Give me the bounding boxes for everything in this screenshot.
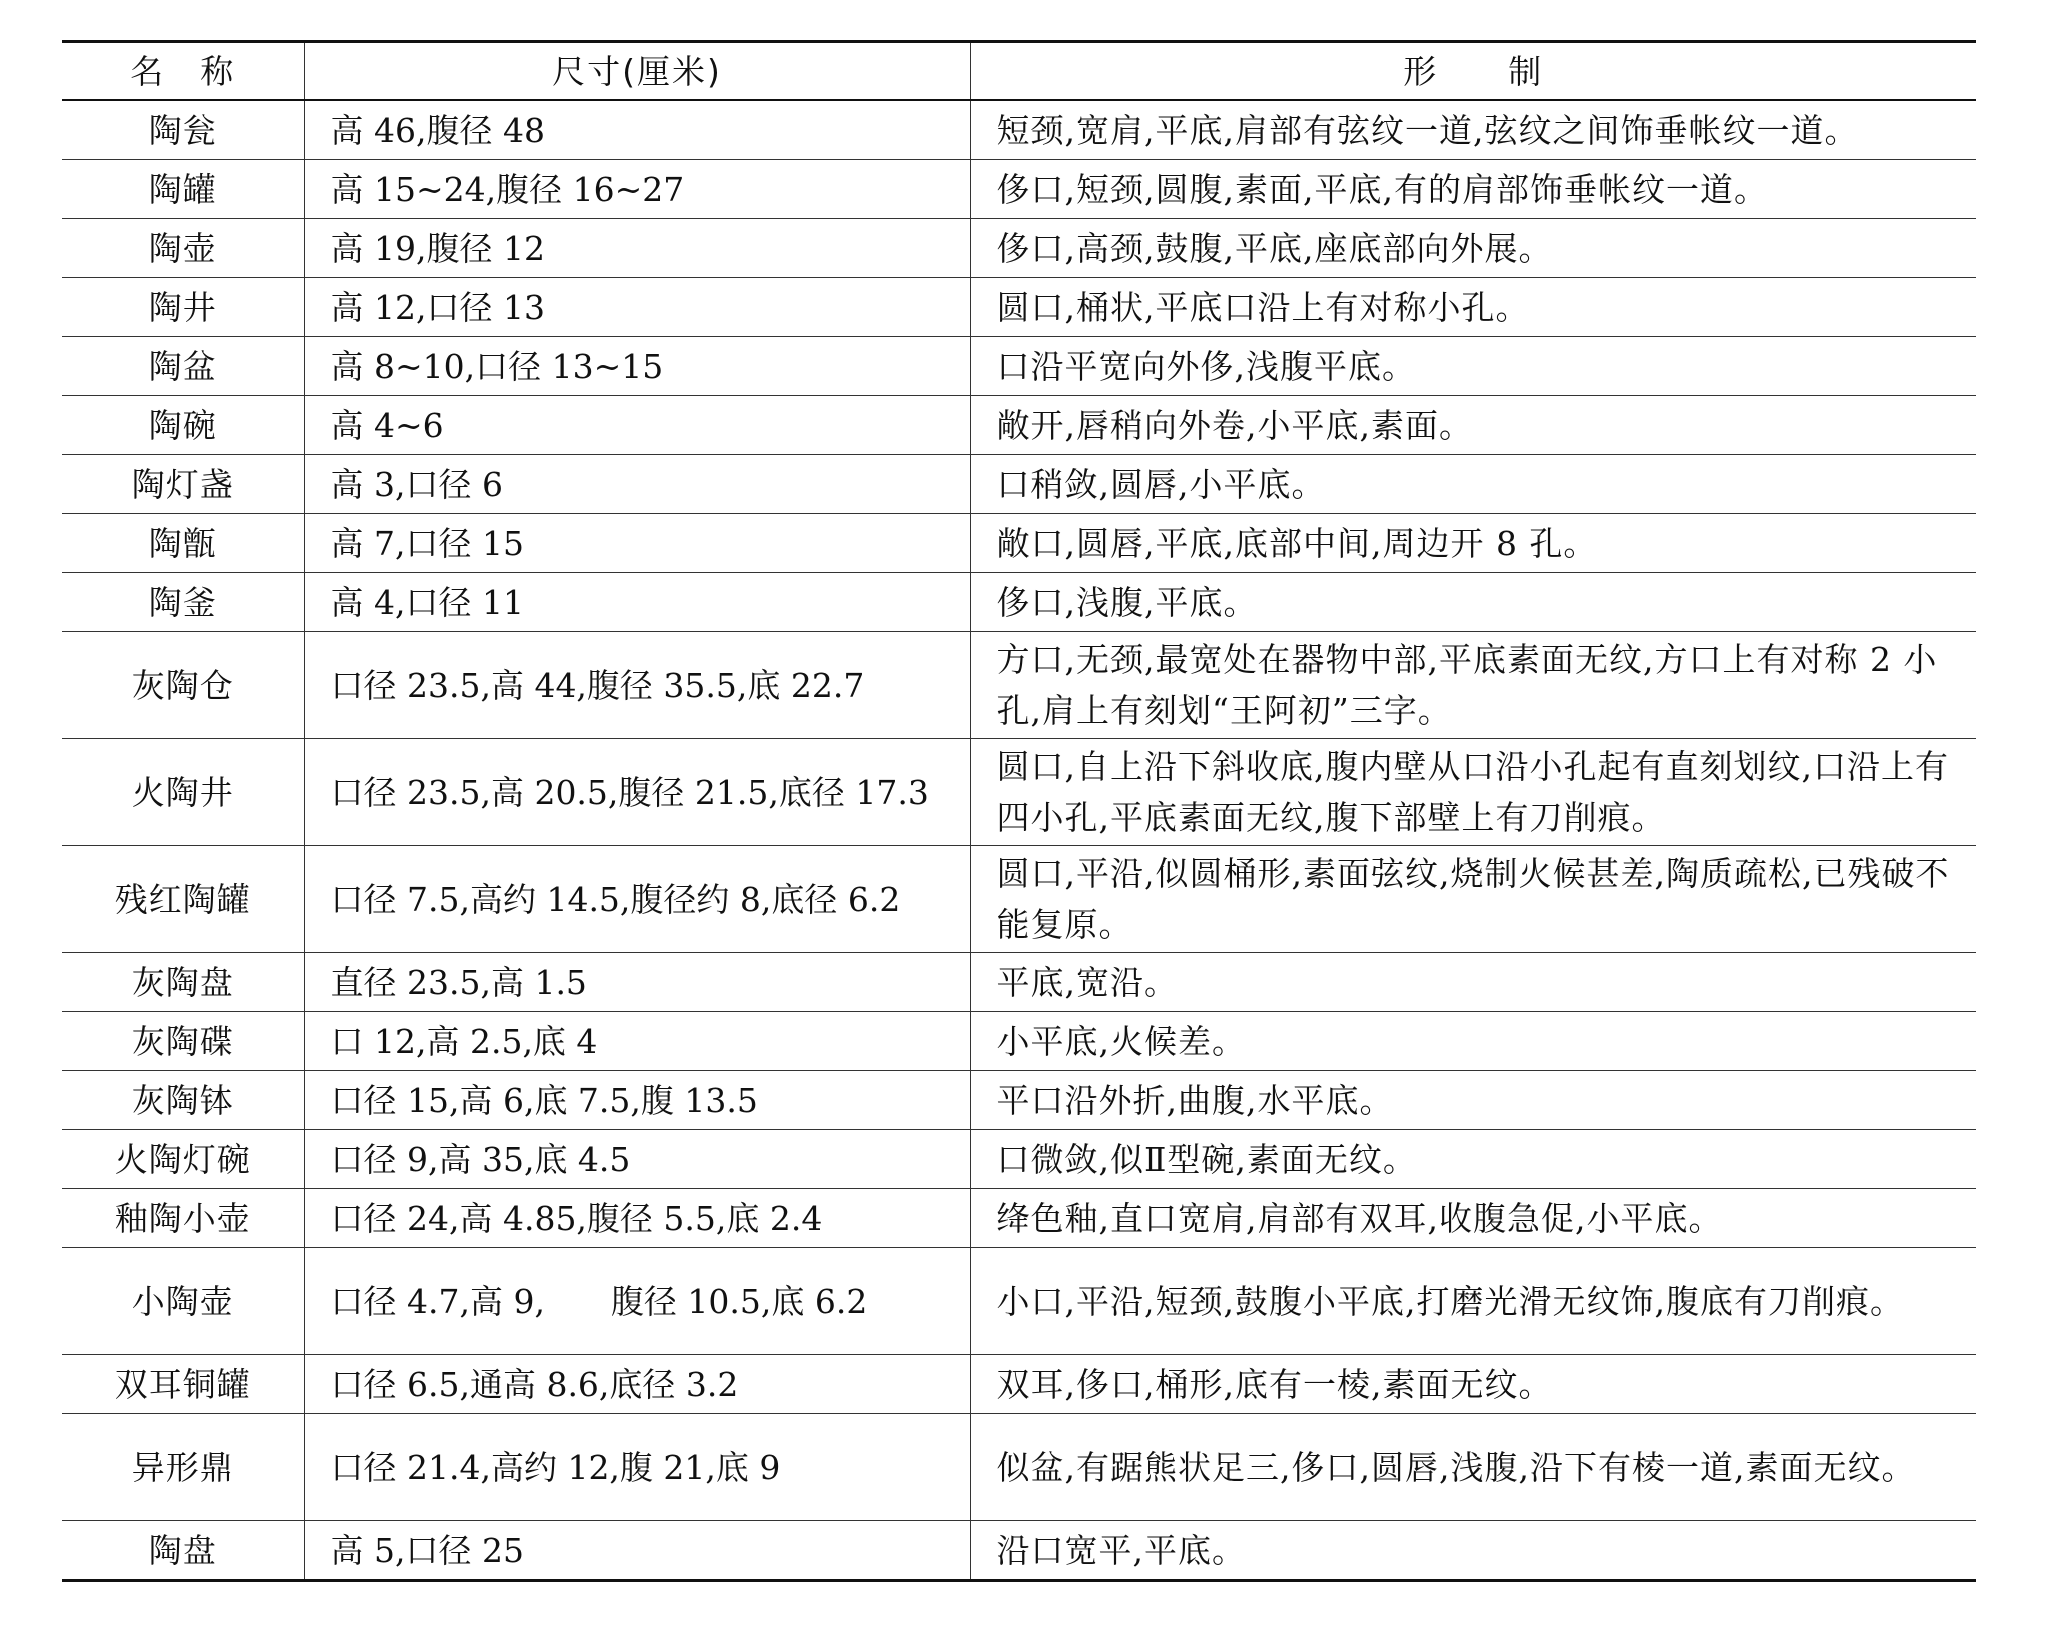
table-row (62, 573, 1976, 632)
cell-size: 高 7,口径 15 (304, 514, 970, 573)
cell-name: 陶盆 (148, 346, 217, 386)
table-row (62, 739, 1976, 846)
cell-size: 口径 23.5,高 20.5,腹径 21.5,底径 17.3 (304, 739, 970, 846)
cell-name: 陶罐 (148, 169, 217, 209)
cell-size: 高 8~10,口径 13~15 (304, 337, 970, 396)
table-row (62, 278, 1976, 337)
artifact-table-container (62, 40, 1976, 1582)
cell-size: 口径 4.7,高 9, 腹径 10.5,底 6.2 (304, 1248, 970, 1355)
artifact-table (62, 40, 1976, 1582)
cell-form: 方口,无颈,最宽处在器物中部,平底素面无纹,方口上有对称 2 小孔,肩上有刻划“王阿初”三字。 (970, 632, 1976, 739)
cell-name: 灰陶钵 (131, 1080, 234, 1120)
table-row (62, 514, 1976, 573)
table-row (62, 632, 1976, 739)
cell-form: 口沿平宽向外侈,浅腹平底。 (970, 337, 1976, 396)
cell-form: 沿口宽平,平底。 (970, 1521, 1976, 1581)
cell-size: 口径 24,高 4.85,腹径 5.5,底 2.4 (304, 1189, 970, 1248)
table-row (62, 1130, 1976, 1189)
table-row (62, 1414, 1976, 1521)
cell-form: 绛色釉,直口宽肩,肩部有双耳,收腹急促,小平底。 (970, 1189, 1976, 1248)
header-form: 形 制 (970, 42, 1976, 101)
cell-name: 灰陶碟 (131, 1021, 234, 1061)
cell-name: 火陶灯碗 (114, 1139, 251, 1179)
cell-name: 双耳铜罐 (114, 1364, 251, 1404)
header-name: 名 称 (130, 51, 236, 91)
cell-form: 平口沿外折,曲腹,水平底。 (970, 1071, 1976, 1130)
table-row (62, 100, 1976, 160)
cell-size: 高 19,腹径 12 (304, 219, 970, 278)
table-header (62, 42, 1976, 101)
cell-name: 陶甑 (148, 523, 217, 563)
cell-form: 短颈,宽肩,平底,肩部有弦纹一道,弦纹之间饰垂帐纹一道。 (970, 100, 1976, 160)
cell-size: 口径 15,高 6,底 7.5,腹 13.5 (304, 1071, 970, 1130)
table-row (62, 337, 1976, 396)
cell-name: 陶瓮 (148, 110, 217, 150)
cell-size: 高 4,口径 11 (304, 573, 970, 632)
cell-form: 似盆,有踞熊状足三,侈口,圆唇,浅腹,沿下有棱一道,素面无纹。 (970, 1414, 1976, 1521)
table-row (62, 1248, 1976, 1355)
cell-size: 高 46,腹径 48 (304, 100, 970, 160)
cell-name: 陶壶 (148, 228, 217, 268)
cell-size: 口径 9,高 35,底 4.5 (304, 1130, 970, 1189)
cell-size: 高 5,口径 25 (304, 1521, 970, 1581)
table-row (62, 1012, 1976, 1071)
table-row (62, 160, 1976, 219)
cell-size: 高 3,口径 6 (304, 455, 970, 514)
cell-form: 口稍敛,圆唇,小平底。 (970, 455, 1976, 514)
table-row (62, 846, 1976, 953)
cell-size: 口径 23.5,高 44,腹径 35.5,底 22.7 (304, 632, 970, 739)
cell-name: 异形鼎 (131, 1447, 234, 1487)
cell-size: 口径 21.4,高约 12,腹 21,底 9 (304, 1414, 970, 1521)
cell-name: 残红陶罐 (114, 879, 251, 919)
cell-form: 双耳,侈口,桶形,底有一棱,素面无纹。 (970, 1355, 1976, 1414)
table-row (62, 219, 1976, 278)
table-row (62, 953, 1976, 1012)
cell-name: 陶碗 (148, 405, 217, 445)
table-row (62, 1521, 1976, 1581)
cell-size: 口径 7.5,高约 14.5,腹径约 8,底径 6.2 (304, 846, 970, 953)
cell-form: 口微敛,似Ⅱ型碗,素面无纹。 (970, 1130, 1976, 1189)
cell-form: 圆口,自上沿下斜收底,腹内壁从口沿小孔起有直刻划纹,口沿上有四小孔,平底素面无纹,腹下部壁上有刀削痕。 (970, 739, 1976, 846)
cell-name: 陶井 (148, 287, 217, 327)
cell-size: 高 15~24,腹径 16~27 (304, 160, 970, 219)
cell-size: 口 12,高 2.5,底 4 (304, 1012, 970, 1071)
table-row (62, 455, 1976, 514)
cell-name: 灰陶盘 (131, 962, 234, 1002)
cell-size: 直径 23.5,高 1.5 (304, 953, 970, 1012)
table-row (62, 396, 1976, 455)
cell-name: 釉陶小壶 (114, 1198, 251, 1238)
cell-size: 高 12,口径 13 (304, 278, 970, 337)
cell-name: 陶釜 (148, 582, 217, 622)
cell-name: 陶灯盏 (131, 464, 234, 504)
cell-form: 侈口,浅腹,平底。 (970, 573, 1976, 632)
header-size: 尺寸(厘米) (304, 42, 970, 101)
table-row (62, 1355, 1976, 1414)
cell-form: 侈口,短颈,圆腹,素面,平底,有的肩部饰垂帐纹一道。 (970, 160, 1976, 219)
cell-name: 陶盘 (148, 1530, 217, 1570)
cell-form: 敞开,唇稍向外卷,小平底,素面。 (970, 396, 1976, 455)
cell-size: 高 4~6 (304, 396, 970, 455)
table-row (62, 1189, 1976, 1248)
cell-form: 圆口,平沿,似圆桶形,素面弦纹,烧制火候甚差,陶质疏松,已残破不能复原。 (970, 846, 1976, 953)
cell-size: 口径 6.5,通高 8.6,底径 3.2 (304, 1355, 970, 1414)
cell-name: 火陶井 (131, 772, 234, 812)
table-body (62, 100, 1976, 1581)
cell-name: 小陶壶 (131, 1281, 234, 1321)
cell-form: 小平底,火候差。 (970, 1012, 1976, 1071)
header-row (62, 42, 1976, 101)
cell-form: 敞口,圆唇,平底,底部中间,周边开 8 孔。 (970, 514, 1976, 573)
cell-name: 灰陶仓 (131, 665, 234, 705)
cell-form: 侈口,高颈,鼓腹,平底,座底部向外展。 (970, 219, 1976, 278)
cell-form: 平底,宽沿。 (970, 953, 1976, 1012)
cell-form: 小口,平沿,短颈,鼓腹小平底,打磨光滑无纹饰,腹底有刀削痕。 (970, 1248, 1976, 1355)
cell-form: 圆口,桶状,平底口沿上有对称小孔。 (970, 278, 1976, 337)
table-row (62, 1071, 1976, 1130)
